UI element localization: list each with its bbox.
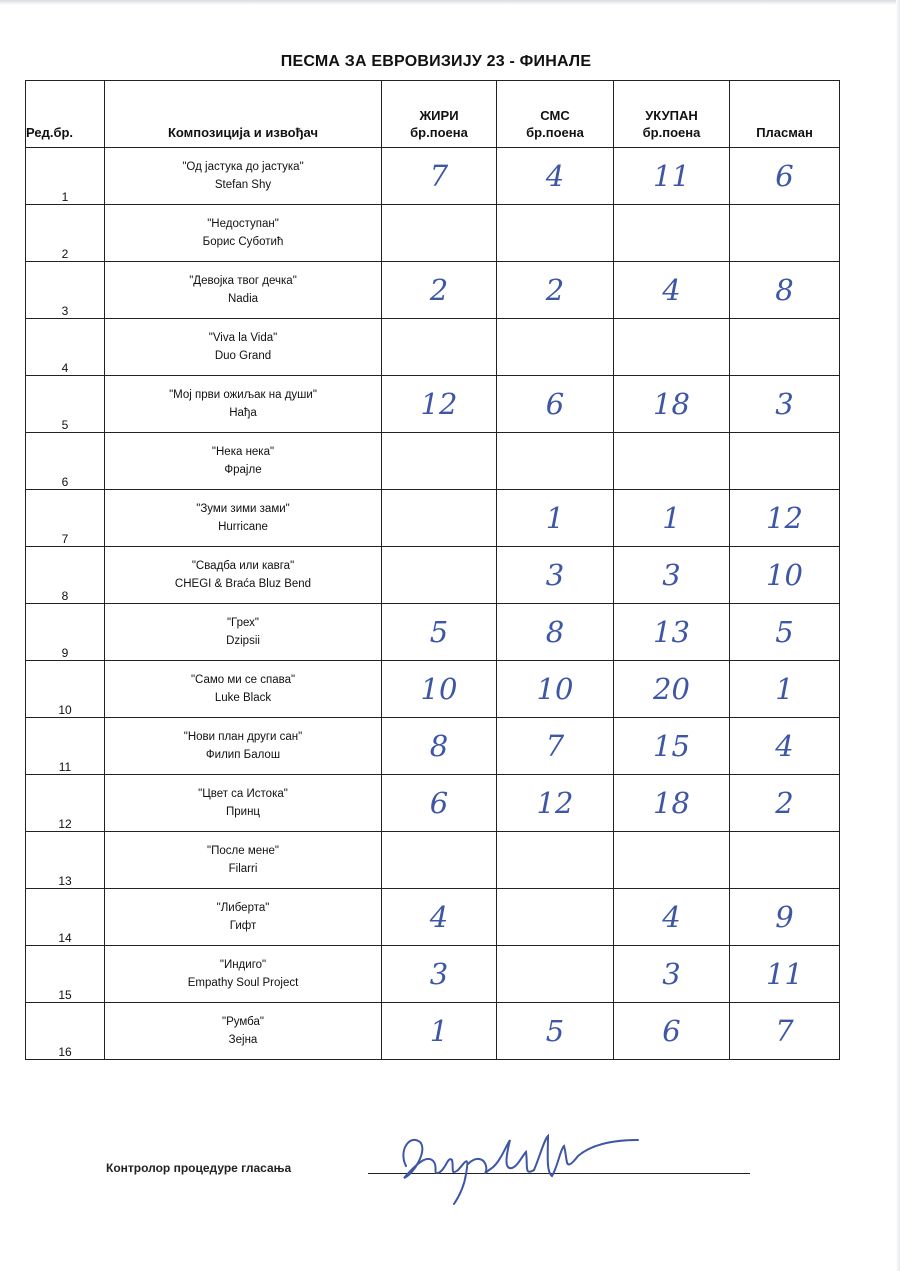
sms-points: 6 [497,376,614,433]
header-placement: Пласман [730,81,840,148]
song-title: "Од јастука до јастука" [182,161,304,173]
sms-points: 4 [497,148,614,205]
total-points: 4 [614,889,730,946]
placement: 4 [730,718,840,775]
song-artist: Гифт [229,920,257,932]
row-number: 11 [26,718,105,775]
placement: 2 [730,775,840,832]
placement [730,832,840,889]
header-total [614,81,730,148]
song-title: "Румба" [222,1016,264,1028]
placement: 11 [730,946,840,1003]
results-body [26,148,840,1060]
total-points [614,205,730,262]
row-number: 12 [26,775,105,832]
row-number: 15 [26,946,105,1003]
song-artist: Nadia [227,293,259,305]
placement [730,205,840,262]
table-row [26,262,840,319]
placement: 1 [730,661,840,718]
sms-points: 7 [497,718,614,775]
total-points: 13 [614,604,730,661]
total-points: 1 [614,490,730,547]
total-points: 18 [614,376,730,433]
row-number: 10 [26,661,105,718]
total-points: 3 [614,547,730,604]
header-sms-label: СМС [540,108,570,123]
jury-points [382,319,497,376]
song-title: "Свадба или кавга" [191,560,295,572]
sms-points: 2 [497,262,614,319]
jury-points: 10 [382,661,497,718]
header-song-artist: Композиција и извођач [105,81,382,148]
song-cell [105,433,382,490]
jury-points: 12 [382,376,497,433]
header-total-label: УКУПАН [645,108,698,123]
song-cell [105,604,382,661]
row-number: 13 [26,832,105,889]
song-cell [105,319,382,376]
jury-points: 2 [382,262,497,319]
row-number: 3 [26,262,105,319]
song-artist: Stefan Shy [214,179,272,191]
song-cell [105,832,382,889]
sms-points [497,889,614,946]
song-artist: Duo Grand [214,350,272,362]
song-artist: Борис Суботић [202,236,284,248]
song-cell [105,946,382,1003]
song-title: "Мој први ожиљак на души" [169,389,317,401]
table-row [26,376,840,433]
row-number: 8 [26,547,105,604]
total-points: 4 [614,262,730,319]
placement: 7 [730,1003,840,1060]
jury-points: 6 [382,775,497,832]
placement: 9 [730,889,840,946]
total-points: 20 [614,661,730,718]
total-points: 15 [614,718,730,775]
song-artist: Зејна [228,1034,258,1046]
song-artist: Филип Балош [205,749,281,761]
jury-points: 4 [382,889,497,946]
song-artist: Hurricane [218,521,268,533]
sms-points: 8 [497,604,614,661]
sms-points [497,832,614,889]
table-row [26,832,840,889]
sms-points: 5 [497,1003,614,1060]
document-title: ПЕСМА ЗА ЕВРОВИЗИЈУ 23 - ФИНАЛЕ [280,53,592,70]
results-table [25,80,840,1060]
table-row [26,490,840,547]
sms-points [497,433,614,490]
row-number: 2 [26,205,105,262]
row-number: 5 [26,376,105,433]
total-points: 3 [614,946,730,1003]
song-cell [105,376,382,433]
row-number: 9 [26,604,105,661]
song-artist: Принц [225,806,261,818]
header-sms [497,81,614,148]
jury-points: 5 [382,604,497,661]
total-points [614,319,730,376]
table-row [26,547,840,604]
song-title: "Цвет са Истока" [198,788,288,800]
song-cell [105,718,382,775]
jury-points [382,205,497,262]
sms-points: 1 [497,490,614,547]
signature [388,1116,648,1206]
row-number: 1 [26,148,105,205]
scan-edge-right [896,0,900,1271]
row-number: 7 [26,490,105,547]
header-sms-sub: бр.поена [526,125,584,140]
header-jury-label: ЖИРИ [419,108,459,123]
table-row [26,319,840,376]
song-title: "Индиго" [219,959,267,971]
jury-points: 8 [382,718,497,775]
total-points: 6 [614,1003,730,1060]
song-title: "Недоступан" [207,218,279,230]
total-points: 11 [614,148,730,205]
jury-points [382,547,497,604]
table-row [26,433,840,490]
controller-label: Контролор процедуре гласања [106,1161,292,1175]
table-row [26,205,840,262]
song-cell [105,661,382,718]
placement: 10 [730,547,840,604]
jury-points: 3 [382,946,497,1003]
sms-points [497,205,614,262]
sms-points: 3 [497,547,614,604]
song-title: "Нови план други сан" [183,731,303,743]
total-points: 18 [614,775,730,832]
song-cell [105,547,382,604]
header-row-number: Ред.бр. [26,81,105,148]
table-row [26,148,840,205]
jury-points: 7 [382,148,497,205]
row-number: 16 [26,1003,105,1060]
song-artist: Нађа [229,407,257,419]
song-cell [105,148,382,205]
song-cell [105,262,382,319]
table-row [26,775,840,832]
placement: 6 [730,148,840,205]
song-title: "Зуми зими зами" [196,503,290,515]
table-row [26,946,840,1003]
sms-points: 10 [497,661,614,718]
placement: 8 [730,262,840,319]
song-artist: Empathy Soul Project [187,977,299,989]
row-number: 14 [26,889,105,946]
sms-points: 12 [497,775,614,832]
header-jury-sub: бр.поена [410,125,468,140]
header-row [26,81,840,148]
song-title: "Нека нека" [211,446,275,458]
table-row [26,604,840,661]
placement: 12 [730,490,840,547]
table-row [26,889,840,946]
header-jury [382,81,497,148]
song-artist: Filarri [228,863,258,875]
placement: 5 [730,604,840,661]
placement [730,319,840,376]
table-row [26,661,840,718]
sms-points [497,319,614,376]
song-artist: Luke Black [214,692,272,704]
song-title: "Viva la Vida" [208,332,278,344]
song-title: "Девојка твог дечка" [189,275,297,287]
song-artist: Фрајле [224,464,262,476]
total-points [614,433,730,490]
song-title: "Грех" [226,617,260,629]
header-total-sub: бр.поена [642,125,701,140]
table-row [26,1003,840,1060]
song-artist: CHEGI & Braća Bluz Bend [174,578,312,590]
row-number: 6 [26,433,105,490]
song-cell [105,205,382,262]
song-title: "Само ми се спава" [190,674,296,686]
placement [730,433,840,490]
sms-points [497,946,614,1003]
row-number: 4 [26,319,105,376]
song-title: "Либерта" [216,902,270,914]
jury-points [382,832,497,889]
jury-points [382,490,497,547]
song-cell [105,775,382,832]
table-row [26,718,840,775]
jury-points [382,433,497,490]
song-cell [105,889,382,946]
total-points [614,832,730,889]
placement: 3 [730,376,840,433]
song-cell [105,1003,382,1060]
song-title: "После мене" [207,845,279,857]
scan-edge [0,0,900,5]
song-artist: Dzipsii [226,635,260,647]
song-cell [105,490,382,547]
jury-points: 1 [382,1003,497,1060]
